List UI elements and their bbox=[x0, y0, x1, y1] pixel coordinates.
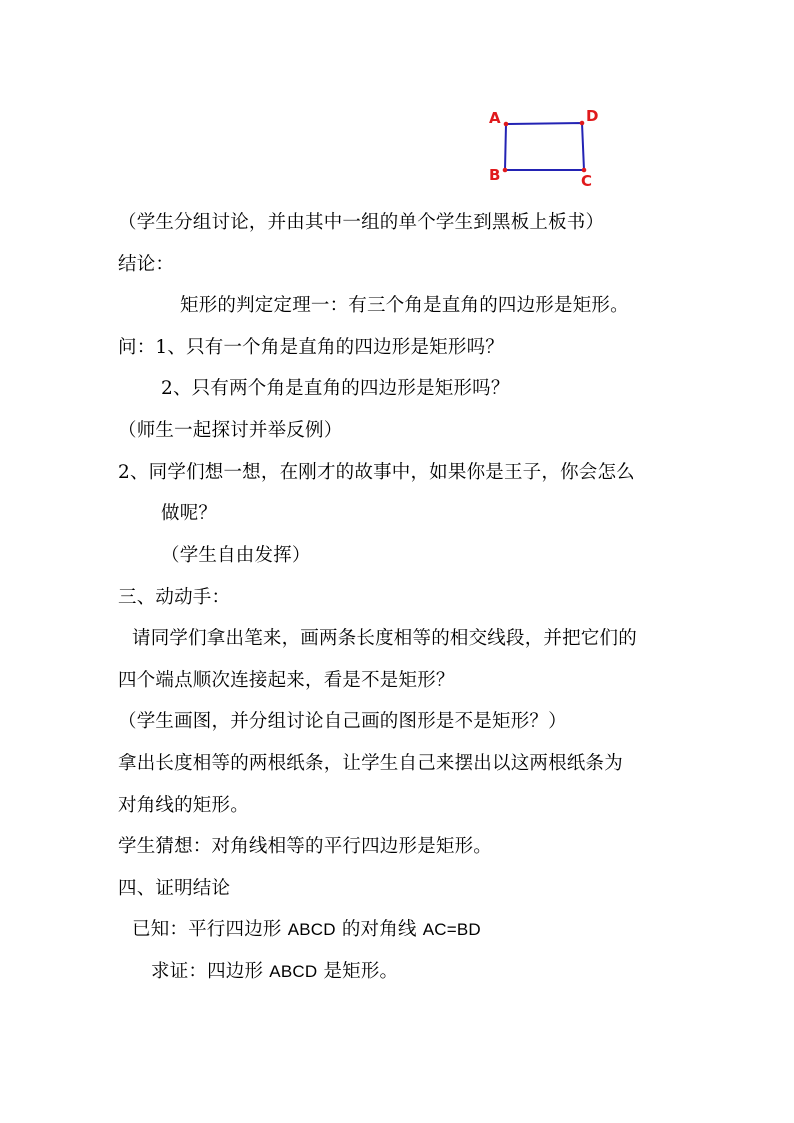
text-line-conclusion-heading: 结论： bbox=[118, 254, 175, 275]
text-line-theorem-one: 矩形的判定定理一：有三个角是直角的四边形是矩形。 bbox=[180, 295, 629, 316]
given-label: 已知：平行四边形 bbox=[132, 919, 282, 940]
section-heading-hands-on: 三、动动手： bbox=[118, 587, 231, 608]
text-line-question-two: 2、只有两个角是直角的四边形是矩形吗？ bbox=[161, 378, 510, 399]
vertex-b-dot bbox=[503, 168, 508, 173]
text-line-draw-segments: 请同学们拿出笔来，画两条长度相等的相交线段，并把它们的 bbox=[132, 628, 637, 649]
text-line-question-one: 问：1、只有一个角是直角的四边形是矩形吗？ bbox=[118, 337, 504, 358]
vertex-d-label: D bbox=[586, 107, 599, 125]
text-line-paper-strips: 拿出长度相等的两根纸条，让学生自己来摆出以这两根纸条为 bbox=[118, 753, 623, 774]
given-diagonal-equation: AC=BD bbox=[422, 920, 481, 939]
rectangle-abcd-figure bbox=[480, 100, 610, 195]
text-line-given bbox=[132, 918, 481, 942]
given-diagonal-label: 的对角线 bbox=[341, 919, 417, 940]
text-line-free-answer: （学生自由发挥） bbox=[161, 545, 311, 566]
rectangle-abcd bbox=[505, 123, 584, 170]
prove-statement: 是矩形。 bbox=[323, 961, 399, 982]
text-line-student-drawing: （学生画图，并分组讨论自己画的图形是不是矩形？） bbox=[118, 711, 567, 732]
text-line-prince-story: 2、同学们想一想，在刚才的故事中，如果你是王子，你会怎么 bbox=[118, 462, 635, 483]
given-quad-name: ABCD bbox=[287, 920, 336, 939]
text-line-student-conjecture: 学生猜想：对角线相等的平行四边形是矩形。 bbox=[118, 836, 493, 857]
text-line-counterexample: （师生一起探讨并举反例） bbox=[118, 420, 343, 441]
text-line-group-discussion: （学生分组讨论，并由其中一组的单个学生到黑板上板书） bbox=[118, 212, 605, 233]
text-line-paper-strips-cont: 对角线的矩形。 bbox=[118, 795, 249, 816]
prove-label: 求证：四边形 bbox=[151, 961, 264, 982]
vertex-c-label: C bbox=[581, 172, 593, 190]
prove-quad-name: ABCD bbox=[269, 962, 318, 981]
vertex-a-dot bbox=[504, 122, 509, 127]
vertex-b-label: B bbox=[489, 166, 501, 184]
text-line-prove bbox=[151, 960, 398, 984]
vertex-a-label: A bbox=[489, 109, 501, 127]
text-line-connect-endpoints: 四个端点顺次连接起来，看是不是矩形？ bbox=[118, 670, 455, 691]
section-heading-prove-conclusion: 四、证明结论 bbox=[118, 878, 231, 899]
vertex-d-dot bbox=[580, 121, 585, 126]
text-line-prince-story-cont: 做呢？ bbox=[161, 503, 218, 524]
